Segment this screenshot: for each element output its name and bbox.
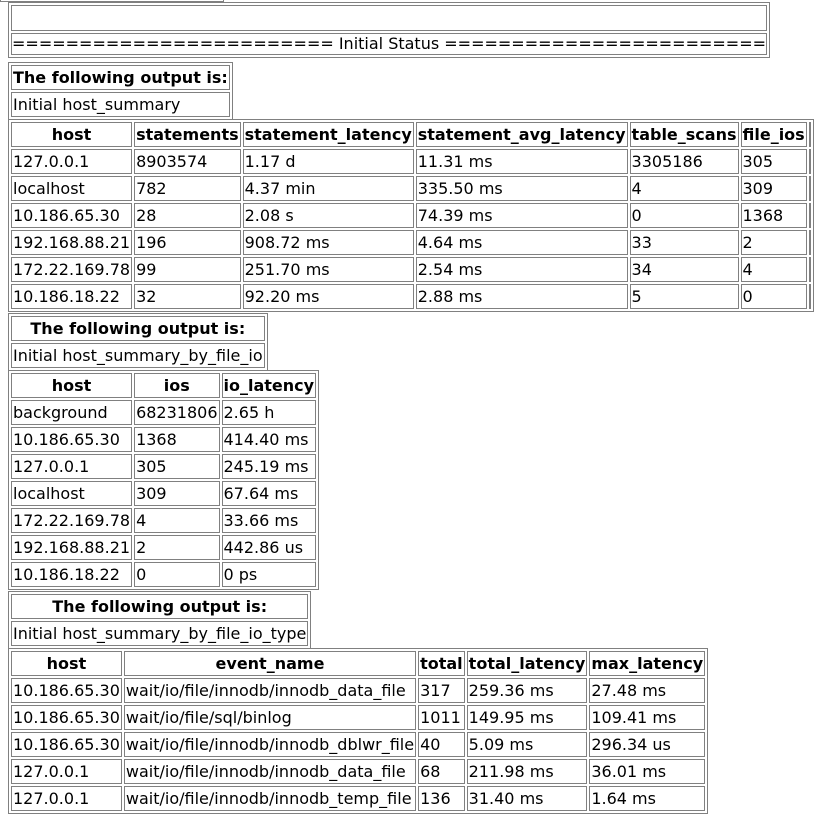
label-heading: The following output is: bbox=[11, 594, 308, 619]
table-cell: 2.65 h bbox=[222, 400, 317, 425]
table-cell: 10.186.18.22 bbox=[11, 284, 132, 309]
table-cell: 4 bbox=[134, 508, 219, 533]
clipped-table-cell bbox=[809, 203, 811, 228]
table-cell: 0 bbox=[630, 203, 739, 228]
table-cell: 10.186.18.22 bbox=[11, 562, 132, 587]
column-header: total_latency bbox=[467, 651, 588, 676]
table-row bbox=[11, 508, 316, 533]
table-row bbox=[11, 149, 811, 174]
table-cell: 172.22.169.78 bbox=[11, 508, 132, 533]
table-cell: 0 bbox=[741, 284, 807, 309]
table-cell: 3305186 bbox=[630, 149, 739, 174]
table-cell: 136 bbox=[418, 786, 465, 811]
table-cell: 4.64 ms bbox=[416, 230, 628, 255]
table-cell: localhost bbox=[11, 481, 132, 506]
section-label-host-summary-by-file-io-type bbox=[8, 591, 311, 649]
table-cell: 309 bbox=[134, 481, 219, 506]
table-cell: 5 bbox=[630, 284, 739, 309]
table-cell: 414.40 ms bbox=[222, 427, 317, 452]
table-cell: 10.186.65.30 bbox=[11, 732, 122, 757]
column-header: event_name bbox=[124, 651, 416, 676]
table-row bbox=[11, 678, 705, 703]
column-header: max_latency bbox=[589, 651, 705, 676]
table-cell: 34 bbox=[630, 257, 739, 282]
table-cell: 782 bbox=[134, 176, 241, 201]
table-cell: 0 bbox=[134, 562, 219, 587]
table-cell: 4.37 min bbox=[243, 176, 414, 201]
table-cell: 5.09 ms bbox=[467, 732, 588, 757]
table-row bbox=[11, 786, 705, 811]
table-cell: 127.0.0.1 bbox=[11, 454, 132, 479]
table-cell: 172.22.169.78 bbox=[11, 257, 132, 282]
column-header: host bbox=[11, 651, 122, 676]
table-cell: 33 bbox=[630, 230, 739, 255]
table-row bbox=[11, 230, 811, 255]
table-row bbox=[11, 257, 811, 282]
column-header: table_scans bbox=[630, 122, 739, 147]
section-label-host-summary bbox=[8, 62, 233, 120]
column-header: statements bbox=[134, 122, 241, 147]
table-cell: 92.20 ms bbox=[243, 284, 414, 309]
column-header: statement_avg_latency bbox=[416, 122, 628, 147]
column-header: file_ios bbox=[741, 122, 807, 147]
table-cell: 192.168.88.21 bbox=[11, 230, 132, 255]
host-summary-table bbox=[8, 119, 814, 312]
host-summary-by-file-io-table bbox=[8, 370, 319, 590]
label-caption: Initial host_summary_by_file_io bbox=[11, 343, 265, 368]
table-cell: 2 bbox=[134, 535, 219, 560]
table-cell: background bbox=[11, 400, 132, 425]
clipped-table-cell bbox=[809, 149, 811, 174]
table-cell: 908.72 ms bbox=[243, 230, 414, 255]
table-cell: 1.64 ms bbox=[589, 786, 705, 811]
table-cell: 317 bbox=[418, 678, 465, 703]
table-row bbox=[11, 284, 811, 309]
table-cell: 2.54 ms bbox=[416, 257, 628, 282]
table-cell: 2.88 ms bbox=[416, 284, 628, 309]
table-row bbox=[11, 454, 316, 479]
table-cell: 27.48 ms bbox=[589, 678, 705, 703]
table-cell: 442.86 us bbox=[222, 535, 317, 560]
table-cell: 0 ps bbox=[222, 562, 317, 587]
column-header: ios bbox=[134, 373, 219, 398]
column-header: total bbox=[418, 651, 465, 676]
table-cell: 10.186.65.30 bbox=[11, 705, 122, 730]
table-cell: 127.0.0.1 bbox=[11, 149, 132, 174]
table-row bbox=[11, 400, 316, 425]
table-cell: 259.36 ms bbox=[467, 678, 588, 703]
table-cell: 196 bbox=[134, 230, 241, 255]
table-row bbox=[11, 203, 811, 228]
table-cell: 4 bbox=[741, 257, 807, 282]
table-cell: 251.70 ms bbox=[243, 257, 414, 282]
table-cell: 1368 bbox=[134, 427, 219, 452]
clipped-table-cell bbox=[809, 176, 811, 201]
table-cell: 11.31 ms bbox=[416, 149, 628, 174]
table-cell: 74.39 ms bbox=[416, 203, 628, 228]
table-cell: 211.98 ms bbox=[467, 759, 588, 784]
empty-banner-cell bbox=[11, 5, 767, 31]
table-cell: 305 bbox=[741, 149, 807, 174]
clipped-table-cell bbox=[809, 257, 811, 282]
column-header: host bbox=[11, 373, 132, 398]
table-cell: 67.64 ms bbox=[222, 481, 317, 506]
table-cell: 245.19 ms bbox=[222, 454, 317, 479]
clipped-table-cell bbox=[809, 230, 811, 255]
table-cell: 32 bbox=[134, 284, 241, 309]
table-cell: 1368 bbox=[741, 203, 807, 228]
table-cell: 31.40 ms bbox=[467, 786, 588, 811]
table-cell: 1011 bbox=[418, 705, 465, 730]
table-cell: 2.08 s bbox=[243, 203, 414, 228]
status-banner: ======================== Initial Status ======================== bbox=[12, 34, 767, 53]
table-cell: 40 bbox=[418, 732, 465, 757]
table-cell: 10.186.65.30 bbox=[11, 427, 132, 452]
table-cell: localhost bbox=[11, 176, 132, 201]
host-summary-by-file-io-type-table bbox=[8, 648, 708, 814]
table-cell: 10.186.65.30 bbox=[11, 678, 122, 703]
table-cell: 2 bbox=[741, 230, 807, 255]
clipped-table-cell bbox=[809, 284, 811, 309]
column-header: statement_latency bbox=[243, 122, 414, 147]
table-row bbox=[11, 759, 705, 784]
table-cell: 1.17 d bbox=[243, 149, 414, 174]
table-cell: 10.186.65.30 bbox=[11, 203, 132, 228]
table-cell: 36.01 ms bbox=[589, 759, 705, 784]
section-label-host-summary-by-file-io bbox=[8, 313, 268, 371]
table-cell: 309 bbox=[741, 176, 807, 201]
table-cell: 149.95 ms bbox=[467, 705, 588, 730]
label-caption: Initial host_summary bbox=[11, 92, 230, 117]
table-cell: 192.168.88.21 bbox=[11, 535, 132, 560]
table-cell: 8903574 bbox=[134, 149, 241, 174]
table-cell: 28 bbox=[134, 203, 241, 228]
table-row bbox=[11, 427, 316, 452]
table-cell: 335.50 ms bbox=[416, 176, 628, 201]
label-heading: The following output is: bbox=[11, 65, 230, 90]
table-cell: wait/io/file/innodb/innodb_temp_file bbox=[124, 786, 416, 811]
table-cell: 4 bbox=[630, 176, 739, 201]
column-header: host bbox=[11, 122, 132, 147]
table-row bbox=[11, 562, 316, 587]
table-row bbox=[11, 732, 705, 757]
table-cell: 68 bbox=[418, 759, 465, 784]
table-row bbox=[11, 481, 316, 506]
table-cell: wait/io/file/sql/binlog bbox=[124, 705, 416, 730]
table-row bbox=[11, 705, 705, 730]
clipped-column-header bbox=[809, 122, 811, 147]
label-caption: Initial host_summary_by_file_io_type bbox=[11, 621, 308, 646]
status-banner-table bbox=[8, 2, 770, 58]
table-cell: wait/io/file/innodb/innodb_data_file bbox=[124, 759, 416, 784]
table-cell: 296.34 us bbox=[589, 732, 705, 757]
table-cell: 305 bbox=[134, 454, 219, 479]
table-cell: 127.0.0.1 bbox=[11, 786, 122, 811]
table-cell: 99 bbox=[134, 257, 241, 282]
table-cell: 109.41 ms bbox=[589, 705, 705, 730]
column-header: io_latency bbox=[222, 373, 317, 398]
label-heading: The following output is: bbox=[11, 316, 265, 341]
table-cell: 68231806 bbox=[134, 400, 219, 425]
table-row bbox=[11, 176, 811, 201]
table-cell: 127.0.0.1 bbox=[11, 759, 122, 784]
table-cell: wait/io/file/innodb/innodb_dblwr_file bbox=[124, 732, 416, 757]
table-row bbox=[11, 535, 316, 560]
table-cell: wait/io/file/innodb/innodb_data_file bbox=[124, 678, 416, 703]
table-cell: 33.66 ms bbox=[222, 508, 317, 533]
